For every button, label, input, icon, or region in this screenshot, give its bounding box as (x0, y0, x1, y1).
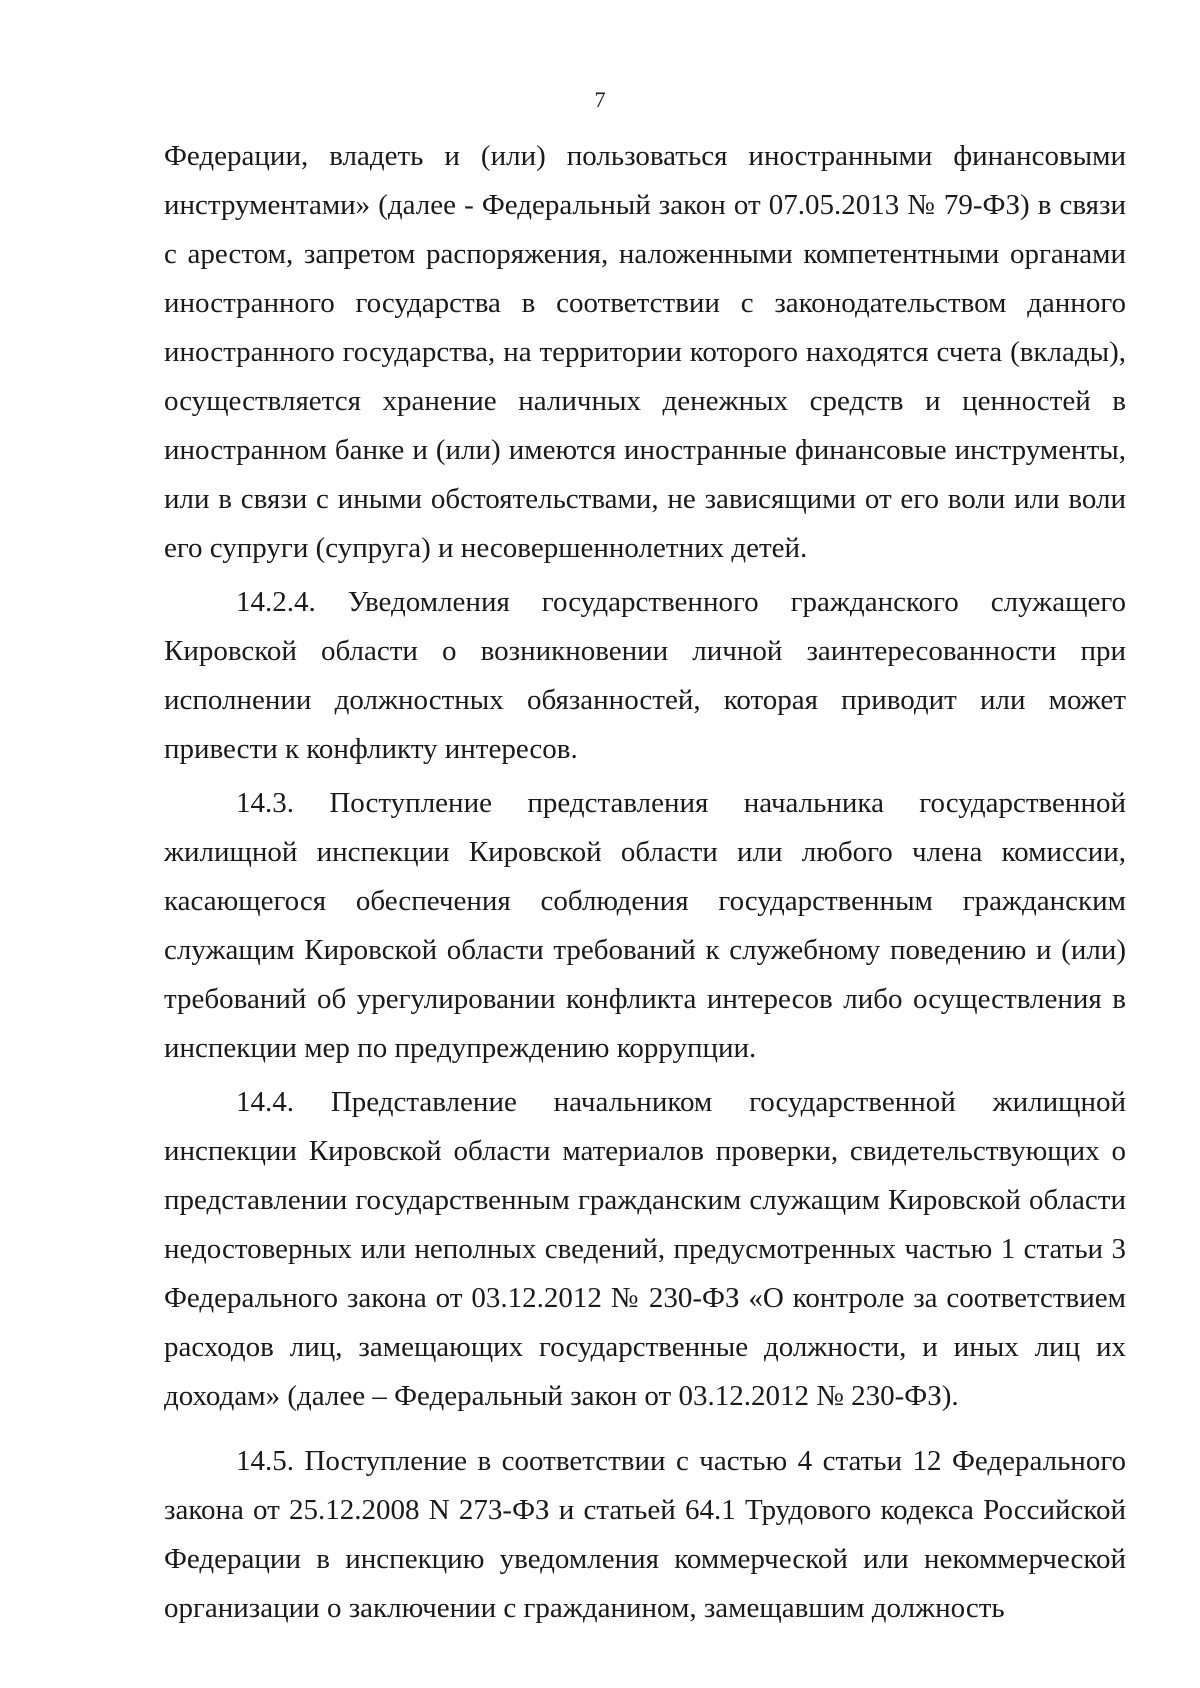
paragraph-continuation: Федерации, владеть и (или) пользоваться иностранными финансовыми инструментами» (далее - Федеральный закон от 07.05.2013 № 79-ФЗ) в связи с арестом, запретом распоряжения, наложенными компетентными органами иностранного государства в соответствии с законодательством данного иностранного государства, на территории которого находятся счета (вклады), осуществляется хранение наличных денежных средств и ценностей в иностранном банке и (или) имеются иностранные финансовые инструменты, или в связи с иными обстоятельствами, не зависящими от его воли или воли его супруги (супруга) и несовершеннолетних детей. (164, 140, 1126, 564)
paragraph-14-2-4: 14.2.4. Уведомления государственного гражданского служащего Кировской области о возникновении личной заинтересованности при исполнении должностных обязанностей, которая приводит или может привести к конфликту интересов. (164, 586, 1126, 765)
paragraph-14-5: 14.5. Поступление в соответствии с частью 4 статьи 12 Федерального закона от 25.12.2008 N 273-ФЗ и статьей 64.1 Трудового кодекса Российской Федерации в инспекцию уведомления коммерческой или некоммерческой организации о заключении с гражданином, замещавшим должность (164, 1445, 1126, 1624)
document-body (164, 132, 1126, 1633)
paragraph-14-4: 14.4. Представление начальником государственной жилищной инспекции Кировской области материалов проверки, свидетельствующих о представлении государственным гражданским служащим Кировской области недостоверных или неполных сведений, предусмотренных частью 1 статьи 3 Федерального закона от 03.12.2012 № 230-ФЗ «О контроле за соответствием расходов лиц, замещающих государственные должности, и иных лиц их доходам» (далее – Федеральный закон от 03.12.2012 № 230-ФЗ). (164, 1086, 1126, 1412)
page-number: 7 (594, 87, 606, 112)
paragraph-14-3: 14.3. Поступление представления начальника государственной жилищной инспекции Кировской области или любого члена комиссии, касающегося обеспечения соблюдения государственным гражданским служащим Кировской области требований к служебному поведению и (или) требований об урегулировании конфликта интересов либо осуществления в инспекции мер по предупреждению коррупции. (164, 787, 1126, 1064)
